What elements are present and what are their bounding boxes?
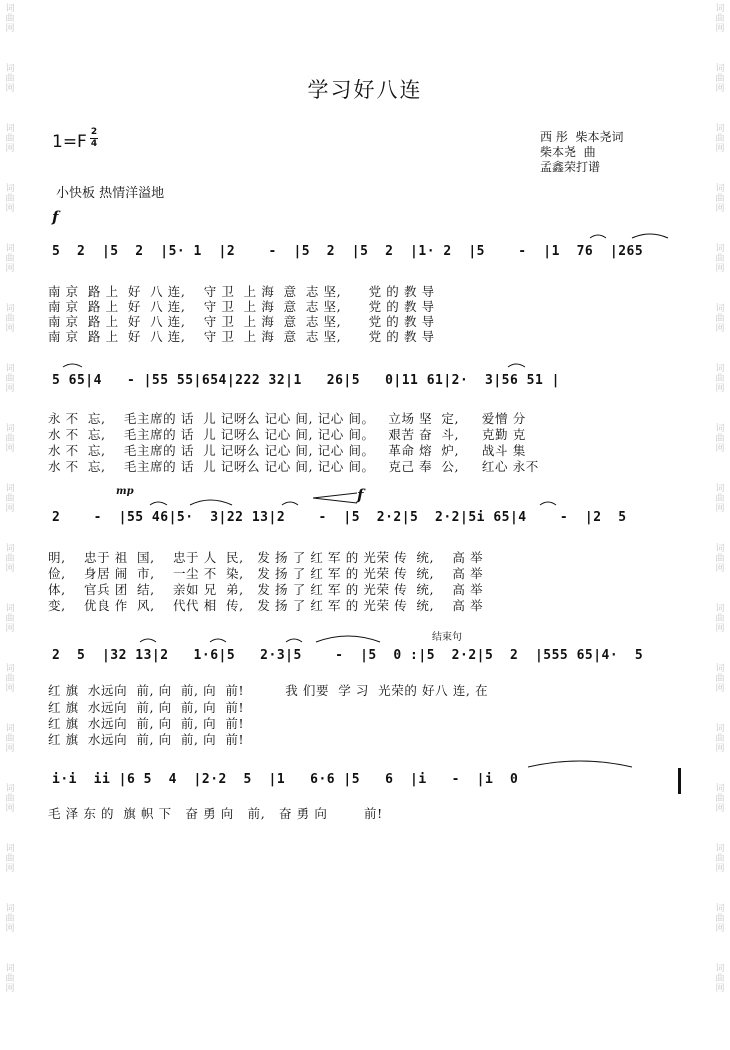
- watermark-char: 词: [5, 424, 15, 434]
- watermark-char: 网: [715, 84, 725, 94]
- system-1-lyric-2: 南 京 路 上 好 八 连, 守 卫 上 海 意 志 坚, 党 的 教 导: [48, 299, 435, 314]
- system-2-lyric-1: 永 不 忘, 毛主席的 话 儿 记呀么 记心 间, 记心 间。 立场 坚 定, 爱憎 分: [48, 411, 526, 426]
- dynamic-forte-1: f: [52, 208, 59, 226]
- system-5-notes: i·i ii |6 5 4 |2·2 5 |1 6·6 |5 6 |i - |i 0: [52, 772, 535, 787]
- watermark-char: 网: [715, 744, 725, 754]
- slur: [210, 639, 226, 642]
- watermark-char: 曲: [715, 614, 725, 624]
- watermark-char: 词: [715, 184, 725, 194]
- slur: [282, 502, 298, 505]
- watermark-char: 词: [5, 64, 15, 74]
- system-3-lyric-1: 明, 忠于 祖 国, 忠于 人 民, 发 扬 了 红 军 的 光荣 传 统, 高 举: [48, 550, 484, 565]
- watermark-char: 网: [5, 324, 15, 334]
- watermark-char: 网: [5, 564, 15, 574]
- system-3-lyric-2: 俭, 身居 闹 市, 一尘 不 染, 发 扬 了 红 军 的 光荣 传 统, 高 举: [48, 566, 484, 581]
- system-1-notes: 5 2 |5 2 |5· 1 |2 - |5 2 |5 2 |1· 2 |5 - |1 76 |265: [52, 244, 652, 259]
- watermark-char: 网: [5, 624, 15, 634]
- watermark-char: 网: [715, 324, 725, 334]
- watermark-char: 曲: [5, 14, 15, 24]
- watermark-char: 词: [715, 124, 725, 134]
- watermark-char: 词: [5, 604, 15, 614]
- watermark-char: 网: [715, 384, 725, 394]
- watermark-char: 网: [5, 24, 15, 34]
- watermark-char: 曲: [715, 794, 725, 804]
- watermark-char: 曲: [715, 14, 725, 24]
- system-3-lyric-4: 变, 优良 作 风, 代代 相 传, 发 扬 了 红 军 的 光荣 传 统, 高 举: [48, 598, 484, 613]
- watermark-char: 词: [5, 544, 15, 554]
- watermark-char: 网: [715, 24, 725, 34]
- song-title: 学习好八连: [307, 78, 423, 102]
- watermark-char: 网: [5, 744, 15, 754]
- slur: [590, 235, 606, 238]
- watermark-char: 词: [5, 4, 15, 14]
- system-3-notes: 2 - |55 46|5· 3|22 13|2 - |5 2·2|5 2·2|5i 65|4 - |2 5: [52, 510, 635, 525]
- system-1-lyric-1: 南 京 路 上 好 八 连, 守 卫 上 海 意 志 坚, 党 的 教 导: [48, 284, 435, 299]
- system-2-lyric-2: 水 不 忘, 毛主席的 话 儿 记呀么 记心 间, 记心 间。 艰苦 奋 斗, 克勤 克: [48, 427, 526, 442]
- watermark-char: 网: [5, 204, 15, 214]
- system-2-lyric-3: 水 不 忘, 毛主席的 话 儿 记呀么 记心 间, 记心 间。 革命 熔 炉, 战斗 集: [48, 443, 526, 458]
- watermark-char: 曲: [715, 314, 725, 324]
- watermark-char: 曲: [5, 74, 15, 84]
- watermark-char: 曲: [715, 434, 725, 444]
- watermark-char: 曲: [5, 554, 15, 564]
- watermark-char: 曲: [5, 674, 15, 684]
- watermark-char: 词: [5, 364, 15, 374]
- watermark-char: 词: [715, 964, 725, 974]
- system-4-lyric-1: 红 旗 水远向 前, 向 前, 向 前! 我 们要 学 习 光荣的 好八 连, 在: [48, 683, 489, 698]
- watermark-char: 曲: [5, 254, 15, 264]
- system-2-notes: 5 65|4 - |55 55|654|222 32|1 26|5 0|11 61|2· 3|56 51 |: [52, 373, 560, 388]
- watermark-char: 网: [5, 984, 15, 994]
- watermark-char: 词: [5, 184, 15, 194]
- watermark-char: 网: [715, 984, 725, 994]
- watermark-char: 网: [715, 264, 725, 274]
- slur: [508, 364, 525, 367]
- watermark-char: 网: [5, 804, 15, 814]
- system-1-lyric-4: 南 京 路 上 好 八 连, 守 卫 上 海 意 志 坚, 党 的 教 导: [48, 329, 435, 344]
- slur: [190, 500, 232, 505]
- slur: [632, 234, 668, 238]
- watermark-char: 词: [715, 664, 725, 674]
- watermark-char: 词: [5, 784, 15, 794]
- watermark-char: 网: [715, 864, 725, 874]
- watermark-char: 网: [715, 924, 725, 934]
- watermark-char: 曲: [5, 614, 15, 624]
- watermark-char: 网: [715, 684, 725, 694]
- watermark-char: 词: [715, 544, 725, 554]
- watermark-char: 词: [715, 64, 725, 74]
- watermark-char: 曲: [5, 734, 15, 744]
- watermark-char: 曲: [715, 134, 725, 144]
- slur: [286, 639, 302, 642]
- watermark-char: 词: [715, 604, 725, 614]
- watermark-char: 网: [715, 444, 725, 454]
- watermark-char: 词: [715, 784, 725, 794]
- time-bottom: 4: [90, 139, 98, 149]
- watermark-char: 词: [715, 424, 725, 434]
- watermark-char: 网: [5, 444, 15, 454]
- system-4-lyric-2: 红 旗 水远向 前, 向 前, 向 前!: [48, 700, 245, 715]
- watermark-char: 曲: [715, 194, 725, 204]
- watermark-char: 曲: [5, 974, 15, 984]
- dynamic-forte-2: f: [357, 486, 364, 504]
- time-top: 2: [90, 127, 98, 137]
- watermark-char: 曲: [5, 314, 15, 324]
- watermark-char: 网: [5, 84, 15, 94]
- slur: [540, 502, 556, 505]
- watermark-char: 曲: [5, 794, 15, 804]
- watermark-char: 网: [5, 144, 15, 154]
- watermark-char: 曲: [715, 734, 725, 744]
- key-signature: 1=F: [52, 132, 87, 152]
- watermark-char: 词: [715, 304, 725, 314]
- slur: [316, 636, 380, 642]
- watermark-char: 词: [715, 4, 725, 14]
- watermark-char: 曲: [5, 494, 15, 504]
- watermark-char: 网: [715, 144, 725, 154]
- watermark-char: 词: [5, 844, 15, 854]
- watermark-char: 曲: [715, 374, 725, 384]
- system-1-lyric-3: 南 京 路 上 好 八 连, 守 卫 上 海 意 志 坚, 党 的 教 导: [48, 314, 435, 329]
- watermark-char: 曲: [5, 374, 15, 384]
- watermark-char: 曲: [5, 434, 15, 444]
- watermark-char: 曲: [5, 194, 15, 204]
- watermark-char: 词: [715, 364, 725, 374]
- watermark-char: 网: [715, 804, 725, 814]
- watermark-char: 词: [715, 484, 725, 494]
- watermark-char: 词: [715, 724, 725, 734]
- system-2-lyric-4: 水 不 忘, 毛主席的 话 儿 记呀么 记心 间, 记心 间。 克己 奉 公, 红心 永不: [48, 459, 539, 474]
- watermark-char: 词: [715, 244, 725, 254]
- watermark-char: 词: [715, 844, 725, 854]
- watermark-char: 网: [5, 504, 15, 514]
- watermark-char: 网: [5, 684, 15, 694]
- watermark-char: 网: [5, 264, 15, 274]
- watermark-char: 网: [715, 624, 725, 634]
- watermark-char: 网: [5, 924, 15, 934]
- watermark-char: 词: [5, 484, 15, 494]
- watermark-char: 网: [715, 564, 725, 574]
- watermark-char: 词: [5, 664, 15, 674]
- watermark-char: 网: [715, 204, 725, 214]
- watermark-char: 网: [5, 384, 15, 394]
- watermark-char: 词: [5, 904, 15, 914]
- watermark-char: 曲: [715, 674, 725, 684]
- dynamic-mezzo-piano: mp: [116, 486, 134, 497]
- watermark-char: 曲: [715, 254, 725, 264]
- watermark-char: 词: [5, 964, 15, 974]
- watermark-char: 曲: [715, 494, 725, 504]
- system-5-lyric-1: 毛 泽 东 的 旗 帜 下 奋 勇 向 前, 奋 勇 向 前!: [48, 806, 383, 821]
- slur: [63, 364, 82, 367]
- credit-lyricist: 西 彤 柴本尧词: [540, 130, 624, 144]
- system-4-lyric-4: 红 旗 水远向 前, 向 前, 向 前!: [48, 732, 245, 747]
- watermark-char: 词: [715, 904, 725, 914]
- slur: [150, 502, 167, 505]
- slur: [528, 761, 632, 767]
- watermark-char: 词: [5, 244, 15, 254]
- system-4-lyric-3: 红 旗 水远向 前, 向 前, 向 前!: [48, 716, 245, 731]
- credit-composer: 柴本尧 曲: [540, 145, 596, 159]
- watermark-char: 曲: [5, 854, 15, 864]
- credit-transcriber: 孟鑫荣打谱: [540, 160, 601, 174]
- watermark-char: 网: [5, 864, 15, 874]
- system-4-notes: 2 5 |32 13|2 1·6|5 2·3|5 - |5 0 :|5 2·2|5 2 |555 65|4· 5: [52, 648, 652, 663]
- system-3-lyric-3: 体, 官兵 团 结, 亲如 兄 弟, 发 扬 了 红 军 的 光荣 传 统, 高 举: [48, 582, 484, 597]
- watermark-char: 曲: [5, 914, 15, 924]
- watermark-char: 词: [5, 304, 15, 314]
- watermark-char: 网: [715, 504, 725, 514]
- watermark-char: 曲: [715, 74, 725, 84]
- watermark-char: 词: [5, 124, 15, 134]
- watermark-char: 曲: [5, 134, 15, 144]
- ending-annotation: 结束句: [432, 632, 462, 643]
- tempo-marking: 小快板 热情洋溢地: [56, 186, 165, 201]
- watermark-char: 曲: [715, 974, 725, 984]
- slur: [140, 639, 156, 642]
- watermark-char: 曲: [715, 854, 725, 864]
- watermark-char: 词: [5, 724, 15, 734]
- watermark-char: 曲: [715, 914, 725, 924]
- watermark-char: 曲: [715, 554, 725, 564]
